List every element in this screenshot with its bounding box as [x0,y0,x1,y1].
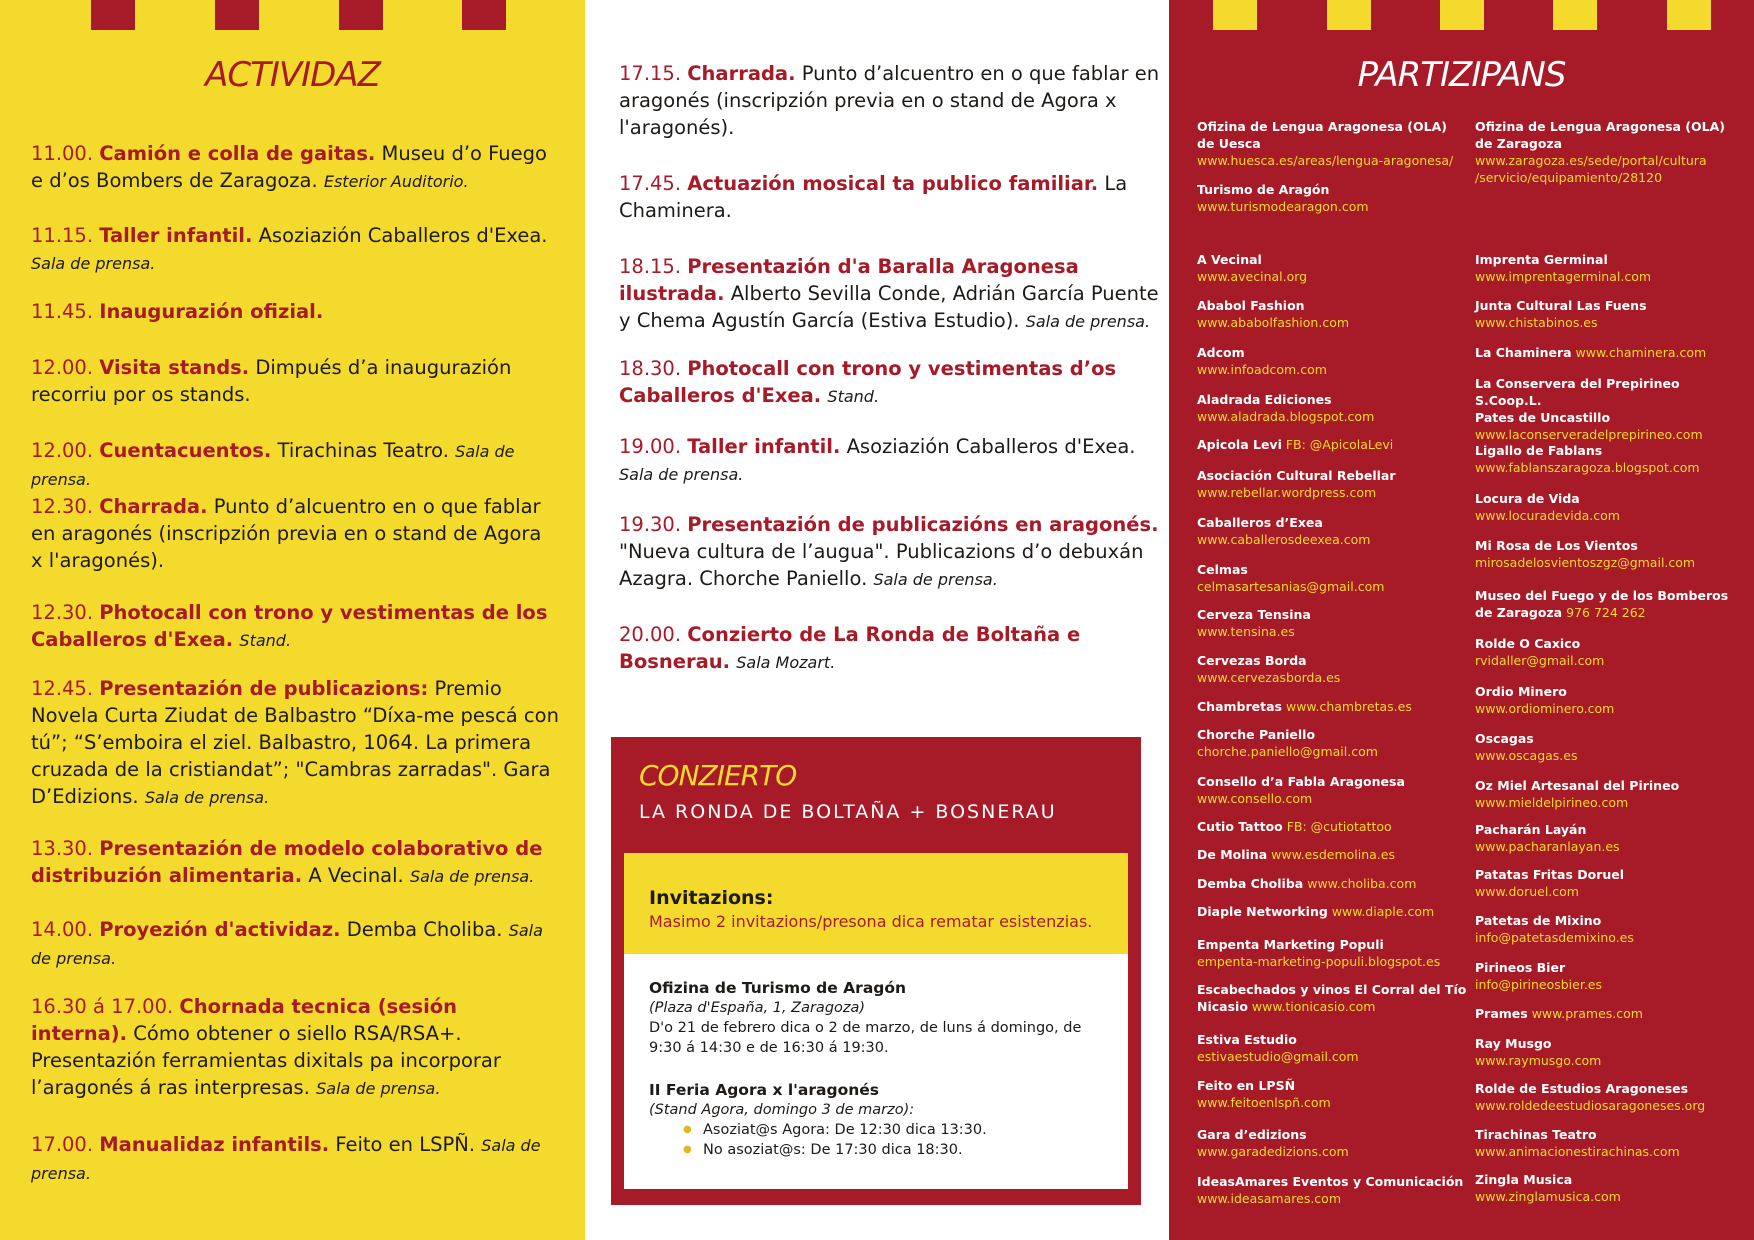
participant-item [1475,375,1745,443]
event-time: 18.15. [619,255,682,278]
participant-contact: www.doruel.com [1475,884,1579,899]
participant-item [1197,726,1467,760]
participant-item [1475,1035,1745,1069]
participant-item [1197,1126,1467,1160]
participant-item [1197,118,1467,169]
participant-item [1475,490,1745,524]
concert-subheading: LA RONDA DE BOLTAÑA + BOSNERAU [639,801,1057,823]
participant-item [1197,936,1467,970]
event-description: Punto d’alcuentro en o que fablar en aragonés (inscripzión previa en o stand de Agora x l'aragonés). [619,62,1160,139]
event-place: Sala de prensa. [31,442,515,489]
event-time: 11.00. [31,142,94,165]
event-place: Stand. [827,387,880,406]
fair-hours-item: ● Asoziat@s Agora: De 12:30 dica 13:30. [703,1120,1105,1140]
participant-contact: info@patetasdemixino.es [1475,930,1634,945]
event-time: 19.30. [619,513,682,536]
event-name: Photocall con trono y vestimentas de los Caballeros d'Exea. [31,601,548,651]
event-description: Asoziazión Caballeros d'Exea. [258,224,548,247]
event-name: Taller infantil. [99,224,253,247]
participant-name-line: Feito en LPSÑ [1197,1078,1296,1093]
participant-contact: estivaestudio@gmail.com [1197,1049,1359,1064]
event-name: Presentazión de publicazións en aragonés. [687,513,1159,536]
participant-contact: www.roldedeestudiosaragoneses.org [1475,1098,1706,1113]
participant-contact: www.ideasamares.com [1197,1191,1342,1206]
event-time: 18.30. [619,357,682,380]
participant-name-line: de Uesca [1197,136,1261,151]
event-name: Actuazión mosical ta publico familiar. [687,172,1099,195]
event-item [31,298,559,325]
participant-item [1197,773,1467,807]
participant-item [1475,118,1745,186]
participant-name-line: Demba Choliba [1197,876,1304,891]
participant-item [1197,561,1467,595]
participant-contact: www.imprentagerminal.com [1475,269,1652,284]
participant-name-line: La Conservera del Prepirineo S.Coop.L. [1475,376,1680,408]
event-time: 13.30. [31,837,94,860]
event-item [31,599,559,654]
event-item [619,621,1169,676]
event-name: Proyezión d'actividaz. [99,918,341,941]
event-name: Photocall con trono y vestimentas d’os Caballeros d'Exea. [619,357,1117,407]
participant-name-line: Celmas [1197,562,1248,577]
checker-border-left [0,0,585,30]
participant-name-line: Gara d’edizions [1197,1127,1307,1142]
event-item [619,170,1169,224]
participant-contact: www.tionicasio.com [1251,999,1376,1014]
event-place: Stand. [239,631,292,650]
event-place: Sala de prensa. [619,465,744,484]
participant-name-line: Museo del Fuego y de los Bomberos [1475,588,1729,603]
event-item [619,433,1169,488]
participant-item [1197,981,1467,1015]
participant-item [1197,391,1467,425]
participant-contact: www.avecinal.org [1197,269,1308,284]
participant-item [1197,875,1467,892]
participant-item [1197,467,1467,501]
participant-name-line: Rolde O Caxico [1475,636,1581,651]
participant-contact: www.prames.com [1531,1006,1643,1021]
event-time: 19.00. [619,435,682,458]
participant-contact: rvidaller@gmail.com [1475,653,1605,668]
participant-name-line: Pates de Uncastillo [1475,410,1611,425]
event-name: Presentazión d'a Baralla Aragonesa ilustrada. [619,255,1079,305]
event-time: 17.15. [619,62,682,85]
participant-name-line: Caballeros d’Exea [1197,515,1323,530]
event-item [31,835,559,890]
participant-contact: www.choliba.com [1307,876,1417,891]
participant-item [1475,297,1745,331]
participant-contact: www.caballerosdeexea.com [1197,532,1371,547]
event-description: Dimpués d’a inaugurazión recorriu por os stands. [31,356,512,406]
participant-contact: www.chambretas.es [1285,699,1412,714]
participant-name-line: Prames [1475,1006,1528,1021]
participant-item [1197,652,1467,686]
invitations-title: Invitazions: [649,887,774,909]
event-name: Presentazión de modelo colaborativo de distribuzión alimentaria. [31,837,543,887]
participants-title: PARTIZIPANS [1357,55,1566,95]
participant-item [1475,730,1745,764]
participant-name-line: Escabechados y vinos El Corral del Tío [1197,982,1467,997]
participant-name-line: Pirineos Bier [1475,960,1566,975]
event-name: Chornada tecnica (sesión interna). [31,995,458,1045]
participant-contact: www.cervezasborda.es [1197,670,1341,685]
participant-name-line: de Zaragoza [1475,605,1563,620]
event-place: Sala de prensa. [144,788,270,807]
participant-name-line: Ray Musgo [1475,1036,1552,1051]
event-name: Camión e colla de gaitas. [99,142,376,165]
participant-contact: www.raymusgo.com [1475,1053,1602,1068]
participant-item [1475,777,1745,811]
event-name: Visita stands. [99,356,250,379]
event-item [31,437,559,493]
office-name: Ofizina de Turismo de Aragón [649,979,907,997]
participant-item [1475,866,1745,900]
participant-contact: www.zinglamusica.com [1475,1189,1621,1204]
participant-name-line: Cervezas Borda [1197,653,1307,668]
event-time: 12.00. [31,439,94,462]
participant-contact: www.esdemolina.es [1271,847,1395,862]
event-description: Museu d’o Fuego e d’os Bombers de Zaragoza. [31,142,547,192]
participant-contact: www.ababolfashion.com [1197,315,1350,330]
participant-contact: www.locuradevida.com [1475,508,1620,523]
participant-item [1475,959,1745,993]
participant-item [1475,251,1745,285]
event-item [31,1131,559,1187]
participant-name-line: Zingla Musica [1475,1172,1573,1187]
participant-name-line: Cutio Tattoo [1197,819,1283,834]
participant-name-line: IdeasAmares Eventos y Comunicación [1197,1174,1464,1189]
event-description: La Chaminera. [619,172,1128,222]
activities-title: ACTIVIDAZ [205,55,380,95]
participant-name-line: Rolde de Estudios Aragoneses [1475,1081,1689,1096]
participant-name-line: Mi Rosa de Los Vientos [1475,538,1638,553]
participant-item [1197,698,1467,715]
fair-hours-list [649,1120,1105,1160]
event-item [31,140,559,195]
participant-name-line: Locura de Vida [1475,491,1580,506]
participant-contact: www.chaminera.com [1575,345,1707,360]
participant-name-line: De Molina [1197,847,1268,862]
event-place: Sala de prensa. [31,921,543,968]
participant-item [1197,436,1467,453]
participant-name-line: Ordio Minero [1475,684,1567,699]
participant-contact: www.aladrada.blogspot.com [1197,409,1375,424]
event-name: Taller infantil. [687,435,841,458]
event-time: 12.45. [31,677,94,700]
event-item [31,493,559,574]
participant-contact: www.rebellar.wordpress.com [1197,485,1377,500]
participant-name-line: Diaple Networking [1197,904,1328,919]
event-item [31,675,559,811]
participant-name-line: A Vecinal [1197,252,1262,267]
office-hours: D'o 21 de febrero dica o 2 de marzo, de luns á domingo, de 9:30 á 14:30 e de 16:30 á 19:30. [649,1020,1082,1056]
participant-name-line: Empenta Marketing Populi [1197,937,1384,952]
participant-name-line: Estiva Estudio [1197,1032,1297,1047]
participant-item [1475,442,1745,476]
event-name: Manualidaz infantils. [99,1133,330,1156]
participant-item [1197,1077,1467,1111]
participant-name-line: Ofizina de Lengua Aragonesa (OLA) [1475,119,1725,134]
participant-contact: www.feitoenlspñ.com [1197,1095,1331,1110]
participant-name-line: Ligallo de Fablans [1475,443,1603,458]
event-name: Presentazión de publicazions: [99,677,429,700]
event-place: Sala de prensa. [409,867,535,886]
event-item [31,993,559,1102]
participant-contact: www.huesca.es/areas/lengua-aragonesa/ [1197,153,1454,168]
participant-name-line: Asociación Cultural Rebellar [1197,468,1396,483]
participant-item [1475,1005,1745,1022]
participant-item [1475,587,1745,621]
event-place: Sala de prensa. [316,1079,441,1098]
participant-contact: FB: @ApicolaLevi [1285,437,1394,452]
participant-contact: www.tensina.es [1197,624,1295,639]
participant-name-line: Ofizina de Lengua Aragonesa (OLA) [1197,119,1447,134]
participant-name-line: Oz Miel Artesanal del Pirineo [1475,778,1680,793]
event-time: 12.30. [31,495,94,518]
participant-contact: chorche.paniello@gmail.com [1197,744,1378,759]
participant-item [1475,1126,1745,1160]
participant-item [1197,1031,1467,1065]
event-item [31,354,559,408]
event-place: Sala de prensa. [31,1136,541,1183]
participant-contact: www.diaple.com [1331,904,1435,919]
invitations-text: Masimo 2 invitazions/presona dica rematar esistenzias. [649,912,1093,931]
participant-item [1197,181,1467,215]
participant-contact: www.turismodearagon.com [1197,199,1369,214]
event-description: Alberto Sevilla Conde, Adrián García Puente y Chema Agustín García (Estiva Estudio). [619,282,1159,332]
event-item [619,355,1169,410]
participant-contact: mirosadelosvientoszgz@gmail.com [1475,555,1696,570]
participant-item [1197,606,1467,640]
participant-name-line: Tirachinas Teatro [1475,1127,1597,1142]
participant-item [1475,912,1745,946]
participant-name-line: Turismo de Aragón [1197,182,1330,197]
participant-contact: www.consello.com [1197,791,1313,806]
participant-contact: celmasartesanias@gmail.com [1197,579,1385,594]
participant-contact: 976 724 262 [1566,605,1646,620]
participant-name-line: Pacharán Layán [1475,822,1587,837]
event-name: Charrada. [687,62,796,85]
participant-name-line: Adcom [1197,345,1245,360]
participant-item [1197,251,1467,285]
participant-contact: FB: @cutiotattoo [1286,819,1392,834]
participant-name-line: Junta Cultural Las Fuens [1475,298,1647,313]
event-name: Charrada. [99,495,208,518]
participants-panel [1169,0,1754,1240]
fair-hours-item: ● No asoziat@s: De 17:30 dica 18:30. [703,1140,1105,1160]
participant-item [1475,821,1745,855]
checker-border-right [1169,0,1754,30]
event-place: Sala de prensa. [1025,312,1151,331]
event-item [31,222,559,277]
participant-contact: www.chistabinos.es [1475,315,1598,330]
participant-contact: www.ordiominero.com [1475,701,1615,716]
participant-contact: www.oscagas.es [1475,748,1578,763]
participant-name-line: Cerveza Tensina [1197,607,1311,622]
participant-name-line: Nicasio [1197,999,1248,1014]
participant-item [1197,846,1467,863]
office-address: (Plaza d'España, 1, Zaragoza) [649,1000,866,1016]
activities-panel [0,0,585,1240]
event-time: 12.00. [31,356,94,379]
participant-name-line: Aladrada Ediciones [1197,392,1332,407]
event-time: 11.15. [31,224,94,247]
fair-place: (Stand Agora, domingo 3 de marzo): [649,1102,915,1118]
event-description: Premio Novela Curta Ziudat de Balbastro “Díxa-me pescá con tú”; “S’emboira el ziel. Balbastro, 1064. La primera cruzada de la cristiandat”; "Cambras zarradas". Gara D’Edizions. [31,677,559,808]
event-time: 14.00. [31,918,94,941]
event-place: Esterior Auditorio. [323,172,469,191]
event-item [619,60,1169,141]
event-description: Punto d’alcuentro en o que fablar en aragonés (inscripzión previa en o stand de Agora x l'aragonés). [31,495,542,572]
fair-name: II Feria Agora x l'aragonés [649,1081,879,1099]
participant-item [1197,1173,1467,1207]
participant-item [1197,514,1467,548]
participant-name-line: Consello d’a Fabla Aragonesa [1197,774,1405,789]
participant-name-line: Chambretas [1197,699,1282,714]
participant-name-line: Oscagas [1475,731,1534,746]
event-item [619,511,1169,593]
invitations-info [624,954,1128,1189]
event-time: 20.00. [619,623,682,646]
participant-name-line: Ababol Fashion [1197,298,1305,313]
participant-contact: www.zaragoza.es/sede/portal/cultura [1475,153,1707,168]
participant-item [1197,818,1467,835]
event-place: Sala de prensa. [873,570,998,589]
event-description: Cómo obtener o siello RSA/RSA+. Presentazión ferramientas dixitals pa incorporar l’aragonés á ras interpresas. [31,1022,501,1099]
event-description: A Vecinal. [308,864,404,887]
participant-item [1475,1171,1745,1205]
participant-name-line: Patatas Fritas Doruel [1475,867,1625,882]
participant-contact: www.laconserveradelprepirineo.com [1475,427,1703,442]
participant-item [1475,344,1745,361]
participant-contact: /servicio/equipamiento/28120 [1475,170,1663,185]
participant-name-line: Chorche Paniello [1197,727,1316,742]
participant-contact: www.animacionestirachinas.com [1475,1144,1680,1159]
participant-item [1197,344,1467,378]
participant-contact: www.fablanszaragoza.blogspot.com [1475,460,1700,475]
event-time: 17.00. [31,1133,94,1156]
participant-item [1197,297,1467,331]
participant-contact: empenta-marketing-populi.blogspot.es [1197,954,1441,969]
participant-contact: www.mieldelpirineo.com [1475,795,1629,810]
event-time: 17.45. [619,172,682,195]
concert-heading: CONZIERTO [639,759,797,792]
participant-contact: www.pacharanlayan.es [1475,839,1620,854]
participant-item [1475,635,1745,669]
participant-item [1475,537,1745,571]
event-item [619,253,1169,335]
event-name: Inaugurazión ofizial. [99,300,324,323]
participant-item [1475,683,1745,717]
participant-contact: info@pirineosbier.es [1475,977,1603,992]
event-place: Sala Mozart. [736,653,836,672]
event-description: "Nueva cultura de l’augua". Publicazions d’o debuxán Azagra. Chorche Paniello. [619,540,1144,590]
event-place: Sala de prensa. [31,254,156,273]
participant-item [1197,903,1467,920]
event-name: Conzierto de La Ronda de Boltaña e Bosnerau. [619,623,1081,673]
event-time: 12.30. [31,601,94,624]
participant-name-line: de Zaragoza [1475,136,1563,151]
participant-item [1475,1080,1745,1114]
event-description: Asoziazión Caballeros d'Exea. [846,435,1136,458]
event-time: 11.45. [31,300,94,323]
invitations-box [624,853,1128,954]
participant-name-line: Apicola Levi [1197,437,1282,452]
participant-contact: www.garadedizions.com [1197,1144,1349,1159]
participant-contact: www.infoadcom.com [1197,362,1327,377]
concert-box [611,737,1141,1205]
event-description: Tirachinas Teatro. [277,439,449,462]
participant-name-line: La Chaminera [1475,345,1572,360]
event-time: 16.30 á 17.00. [31,995,174,1018]
event-name: Cuentacuentos. [99,439,272,462]
event-description: Demba Choliba. [346,918,503,941]
participant-name-line: Patetas de Mixino [1475,913,1602,928]
participant-name-line: Imprenta Germinal [1475,252,1608,267]
event-item [31,916,559,972]
event-description: Feito en LSPÑ. [335,1133,476,1156]
